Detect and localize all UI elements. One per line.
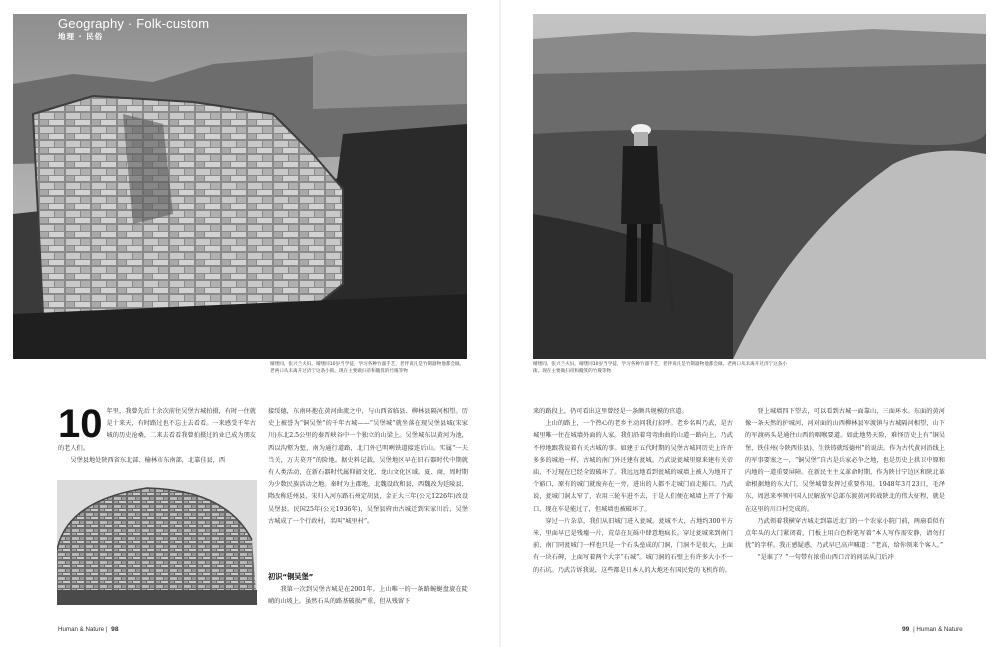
page-footer-right: 99 | Human & Nature: [902, 626, 963, 633]
footer-label-left: Human & Nature: [58, 626, 105, 633]
article-paragraph: 来的路段上，仍可看出这里曾经是一条颇具规模的官道。: [533, 408, 688, 415]
right-page: [500, 0, 1000, 647]
article-paragraph: 我第一次到吴堡古城是在2001年。上山唯一的一条路蜿蜒盘旋在陡峭的山坡上。虽然石头的路基破损严重，但从残留下: [268, 586, 468, 606]
page-footer-left: Human & Nature | 98: [58, 626, 119, 633]
opening-text: 年里，我曾先后十余次前往吴堡古城拍摄，有时一住就是十来天，有时路过也不忘上去看看。一来感受千年古城的历史沧桑，二来去看看我曾拍摄过的业已成为朋友的老人们。: [58, 408, 256, 452]
article-paragraph: 登上城墙四下望去，可以看到古城一面靠山、三面环水。东面的黄河像一条天然的护城河，河对面的山西柳林县军渡镇与古城隔河相望，山下的军渡码头是通往山西的咽喉要道。如此地势天险，难怪历史上有“铜吴堡、铁佳州(今陕西佳县)、生铁铸就绥德州”的说法。作为古代黄河沿线上的军事要塞之一，“铜吴堡”自古是兵家必争之地，也是历史上拱卫中原和内地的一道重要屏障。在新民主主义革命时期，作为陕甘宁边区和陕北革命根据地的东大门，吴堡城曾发挥过重要作用。1948年3月23日，毛泽东、周恩来率领中国人民解放军总部东渡黄河转战陕北的伟大征程，就是在这里的川口村完成的。: [745, 408, 945, 513]
article-paragraph: 上山的路上，一个热心的老乡主动问我打招呼。老乡名叫乃武，是古城里唯一住在城墙外面的人家。我们沿着弯弯曲曲的山道一路向上，乃武不停地跟我说着有关古城的事。如建于五代时期的吴堡古城同历史上许许多多的城池一样，古城的南门外还建有瓮城。乃武说瓮城里原来建有关帝庙，不过现在已经全毁破坏了。我远远地看到瓮城的城墙上被人为地开了个豁口，原有的城门就废弃在一旁，进出的人都不走城门而走豁口。乃武说，瓮城门洞太窄了，农用三轮车进不去，于是人们便在城墙上开了个豁口，现在车是能过了，但城墙也被破坏了。: [533, 420, 733, 513]
article-opening: [58, 402, 256, 455]
article-subhead: 初识“铜吴堡”: [268, 572, 314, 581]
article-column-1: [58, 402, 256, 467]
stone-dome-photo: [57, 480, 257, 605]
section-subtitle: 地理 · 民俗: [58, 32, 104, 41]
article-paragraph: 穿过一片杂草，我们从旧城门进入瓮城。瓮城不大，占地约300平方米，里面早已是残墟一片，荒草在瓦砾中肆意地疯长。穿过瓮城来到南门前，南门同瓮城门一样也只是一个石头垒成的门洞，门洞不是很大，上面有一块石碑，上面写着两个大字“石城”。城门洞的石壁上有许多大小不一的石坑。乃武告诉我说，这些都是日本人的大炮还有国民党的飞机炸的。: [533, 517, 733, 574]
page-number-left: 98: [111, 626, 119, 633]
article-paragraph: “是谁了？”一句带有浓重山西口音的问话从门后冲: [757, 554, 894, 562]
article-column-2-cont: [268, 584, 468, 608]
article-column-4: [745, 406, 945, 565]
section-title: Geography · Folk-custom: [58, 16, 210, 31]
article-paragraph: 吴堡县地处陕西省东北部、榆林市东南部，北靠佳县，西: [70, 456, 226, 464]
photo-caption-left: 晴缕同、张兴兰夫妇。晴缕同10岁当学徒，学习各种竹器手艺，老伴说凡是竹制器物他都会做。老两口从未离开过济宁这条小街。现在主要做扫帚和簸箕的竹篾等物: [270, 362, 465, 374]
photo-caption-right: 晴缕同、张兴兰夫妇。晴缕同10岁当学徒，学习各种竹器手艺，老伴说凡是竹制器物他都会做。老两口从未离开过济宁这条小街。现在主要做扫帚和簸箕的竹篾等物: [533, 362, 787, 374]
article-column-2: [268, 406, 468, 528]
article-paragraph: 乃武领着我横穿古城走到靠近北门的一个农家小院门前，两扇看似有点年头的大门紧闭着，门板上用白色粉笔写着“本人写作需安静，请勿打扰”的字样。我正感疑惑，乃武早已高声喊道：“老高，给你领来个客人。”: [745, 517, 945, 550]
page-number-right: 99: [902, 626, 910, 633]
article-column-3: [533, 406, 733, 577]
drop-cap: 10: [58, 402, 103, 446]
footer-label-right: Human & Nature: [916, 626, 963, 633]
article-paragraph: 接绥德，东南环抱在黄河曲流之中，与山西省临县、柳林县隔河相望。历史上被誉为“铜吴堡”的千年古城——“吴堡城”就坐落在现吴堡县城(宋家川)东北2.5公里的秦晋峡谷中一个独立的山梁上。吴堡城东以黄河为池，西以沟壑为堑，南为通行道路，北门外已明咧铁道接连后山。实属“一夫当关，万夫莫开”的险地。据史料记载，吴堡地区早在旧石器时代中期就有人类活动，在新石器时代属仰韶文化、龙山文化区域。夏、商，周时期为少数民族活动之地。秦时为上郡地，北魏设政和县，西魏改为廷陵县，隋改称廷州县，宋归入河东路石州定胡县，金正大三年(公元1226年)改设吴堡县。民国25年(公元1936年)，吴堡县府由古城迁到宋家川后，吴堡古城成了一个行政村，名叫“城里村”。: [268, 408, 469, 525]
old-man-hillside-photo: [533, 14, 986, 359]
stone-hut-photo: [13, 14, 467, 359]
